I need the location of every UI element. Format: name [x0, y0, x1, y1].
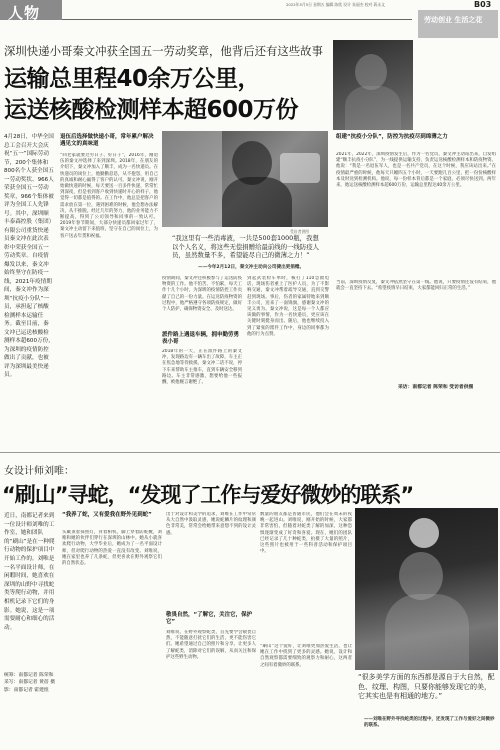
- designer-photo: [355, 508, 498, 670]
- article2-column-4b: “刷山”这个爱好，让刘唯更加热爱生活，也让她在工作中找到了更多的灵感。她说，设计和自然观察都需要细致的观察力和耐心，这两者之间有着微妙的联系。: [260, 644, 352, 668]
- section-title: 人物: [8, 4, 41, 22]
- article1-lead: 4月28日，中华全国总工会召开大会庆祝“五一”国际劳动节，200个集体和800名个人获全国五一劳动奖状、966人荣获全国五一劳动奖章，966个集体被评为全国工人先锋号。其中，深圳顺丰泰森控股（集团）有限公司重货快递员秦文冲在此次表彰中荣获全国五一劳动奖章。自疫情爆发以来，秦文冲始终坚守在防疫一线，2021年疫情期间，秦文冲作为深圳“抗疫小分队”一员，承担起了核酸检测样本运输任务。截至目前，秦文冲已运送核酸检测样本超600万份，为深圳的疫情防控做出了贡献，也被评为深圳最美快递员。: [4, 134, 54, 378]
- header-line: [62, 19, 412, 20]
- article1-column-5b: 当前，深圳疫情反复，秦文冲依然坚守在第一线。他说，只要疫情还没有结束，他就会一直坚持下去。“希望疫情早日结束，大家都能回归正常的生活。”: [336, 280, 496, 292]
- brand-logo: [418, 10, 498, 38]
- article1-kicker: 深圳快递小哥秦文冲获全国五一劳动奖章，他背后还有这些故事: [4, 44, 323, 58]
- article1-column-2: “回老家就要过穷日子、好日子”，2016年，刚退伍的秦文冲选择了来到深圳。2018年，在朋友的介绍下，秦文冲加入了顺丰，成为一名快递员。在快递员的岗位上，他勤勤恳恳，从不抱怨，用自己的真诚和耐心赢得了客户的认可。秦文冲说，刚开始做快递的时候，每天要送一百多件快递，常常忙到深夜，但是看到客户收到快递时开心的样子，他觉得一切都是值得的。在工作中，他总是把客户的需求放在第一位，遇到困难的时候，他会想办法解决，从不推脱。经过几年的努力，他的业务能力不断提高，得到了公司领导和同事的一致认可。2019年春节期间，大部分快递员都回家过年了，秦文冲主动留下来值班，坚守在自己的岗位上，为客户送去年货和祝福。: [60, 153, 158, 239]
- article1-quote: “我这里有一些消毒液，一共是500套1000瓶，我想以个人名义，将这些无偿捐赠给最前线的一线防疫人员，虽然数量不多，希望能尽自己的微薄之力！”: [172, 234, 319, 260]
- article2-subhead-1: “我养了蛇，又有爱我在野外见到蛇”: [62, 512, 152, 518]
- article2-staff: 统筹：南都记者 陈荣和 采写：南都记者 黄蓓 摄影：南都记者 霍建煌: [4, 673, 56, 693]
- page-number: B03: [474, 0, 492, 9]
- article1-column-5: 2021年，2022年，深圳疫情发生后，作为一名党员，秦文冲主动站出来，自发组建“顺丰抗疫小分队”，为一线提供运输支持，负责运送核酸检测样本和防疫物资。他说：“我是一名退伍军人，也是一名共产党员，在这个时候，我应该站出来。”在疫情最严重的时候，他每天只睡四五个小时，一天要跑几百公里，把一份份核酸样本及时送到检测机构。他说，每一份样本背后都是一个家庭，必须尽快送到。两年来，他运送核酸检测样本超600万份，运输总里程达40余万公里。: [336, 152, 496, 189]
- date-line: 2022年5月5日 星期五 编辑 陈欣 设计 朱丽杰 校对 蒋永文: [286, 2, 385, 7]
- article1-column-3: 疫情期间，秦文冲还积极参与了运送防疫物资的工作。他不怕苦、不怕累，每天工作十几个小时，为深圳的疫情防控工作贡献了自己的一份力量。在运送防疫物资的过程中，他严格遵守各项防疫规定，做好个人防护，确保物资安全、及时送达。: [162, 276, 242, 313]
- article2-quote-attribution: ——刘唯在野外寻找蛇类的过程中，还发现了工作与爱好之间微妙的联系。: [364, 717, 495, 728]
- article-divider: [0, 452, 500, 453]
- article1-headline-line2: 运送核酸检测样本超600万份: [4, 97, 299, 123]
- article1-subhead-2: 派件路上遇退车辆，拥申勤劳勇表小哥: [162, 332, 240, 345]
- article2-column-3: 出于对设计和美学的追求，刘唯在工作中常常从大自然中汲取灵感，她说蛇鳞片的纹理和颜色非常美，常常会给她带来意想不到的设计灵感。: [166, 512, 256, 536]
- courier-portrait-photo: [333, 40, 413, 130]
- article2-headline: “刷山”寻蛇，“发现了工作与爱好微妙的联系”: [2, 483, 414, 507]
- article2-column-4: 数量的朋友都是普通市民，他们会在周末的夜晚一起进山。刘唯说，刚开始的时候，大家都非常害怕，但随着对蛇类了解的加深，这种恐惧逐渐变成了好奇和喜爱。现在，她们的团队已经记录了几十种蛇类，拍摄了大量的照片，这些照片也被用于一些科普活动和保护项目中。: [260, 512, 352, 555]
- brand-logo-text: 劳动创业 生活之花: [424, 15, 483, 24]
- article1-subhead-3: 组建“抗疫小分队”，防控为抗疫尽到绵薄之力: [336, 134, 448, 140]
- article1-headline-line1: 运输总里程40余万公里，: [4, 66, 261, 92]
- article2-column-2: 头戴顶着探照灯，背着相机，脚上穿着防蛇靴，刘唯和她的伙伴们穿行在深圳的山林中。她从小就喜欢爬行动物，大学毕业后，她成为了一名平面设计师，但对爬行动物的热爱一直没有改变。刘唯说，她在家里也养了几条蛇，但更喜欢在野外观察它们的自然状态。: [62, 530, 162, 567]
- article2-column-3b: 刘唯说，在野外观察蛇类，首先要学会敬畏自然，不能随意打扰它们的生活，更不能伤害它们。她希望通过自己的照片和分享，让更多人了解蛇类，消除对它们的误解，从而关注和保护这些野生动物。: [166, 630, 256, 660]
- article2-kicker: 女设计师刘唯：: [4, 466, 74, 477]
- article1-column-4: 到起武装检车单时，核打了110急救电话，现场伤者重上了医护人员，为了不影响交通，秦文冲帮着疏导交通，直到交警赶到现场。事后，伤者的家属特地来到顺丰公司，送来了一面锦旗，感谢秦文冲的见义勇为。秦文冲说，这是每一个人都应该做的事情，作为一名快递员，更应该在关键时刻挺身而出。随后，他也继续投入到了紧张的派件工作中，身边的同事都为他的行为点赞。: [247, 276, 329, 337]
- article1-quote-attribution: ——今年2月12日，秦文冲主动向公司捷出更捐赠。: [198, 265, 305, 270]
- article2-lead: 近日，南都记者来到一位设计师刘唯的工作室，她和团队的“刷山”是在一种爬行动物的保护项目中开始工作的。刘唯是一名平面设计师，在闲暇时间，她喜欢在深圳的山野中寻找蛇类等爬行动物，并用相机记录下它们的身影。她说，这是一项需要耐心和细心的活动。: [4, 513, 55, 631]
- article2-quote: “很多美学方面的东西都是源自于大自然，配色、纹理、构图，只要你能够发现它的美，它其实也是有相通的地方。”: [358, 673, 495, 701]
- article1-column-3b: 2018年的一天，正在派件路上的秦文冲，发现路边有一辆车出了故障，车主正在焦急地等待救援。秦文冲二话不说，停下车来帮助车主推车，直到车辆安全移到路边。车主非常感激，想要给他一些报酬，被他婉言谢绝了。: [162, 349, 242, 386]
- photo-caption: 受访者供图: [290, 229, 309, 234]
- article1-subhead-1: 退伍后选择做快递小哥，常年累户解决遇见文的真味道: [60, 134, 154, 147]
- courier-photo: [162, 131, 328, 227]
- article2-subhead-2: 敬畏自然，“了解它，关注它，保护它”: [166, 612, 253, 625]
- article1-credits: 采访：南都记者 陈荣和 受访者供图: [398, 385, 474, 390]
